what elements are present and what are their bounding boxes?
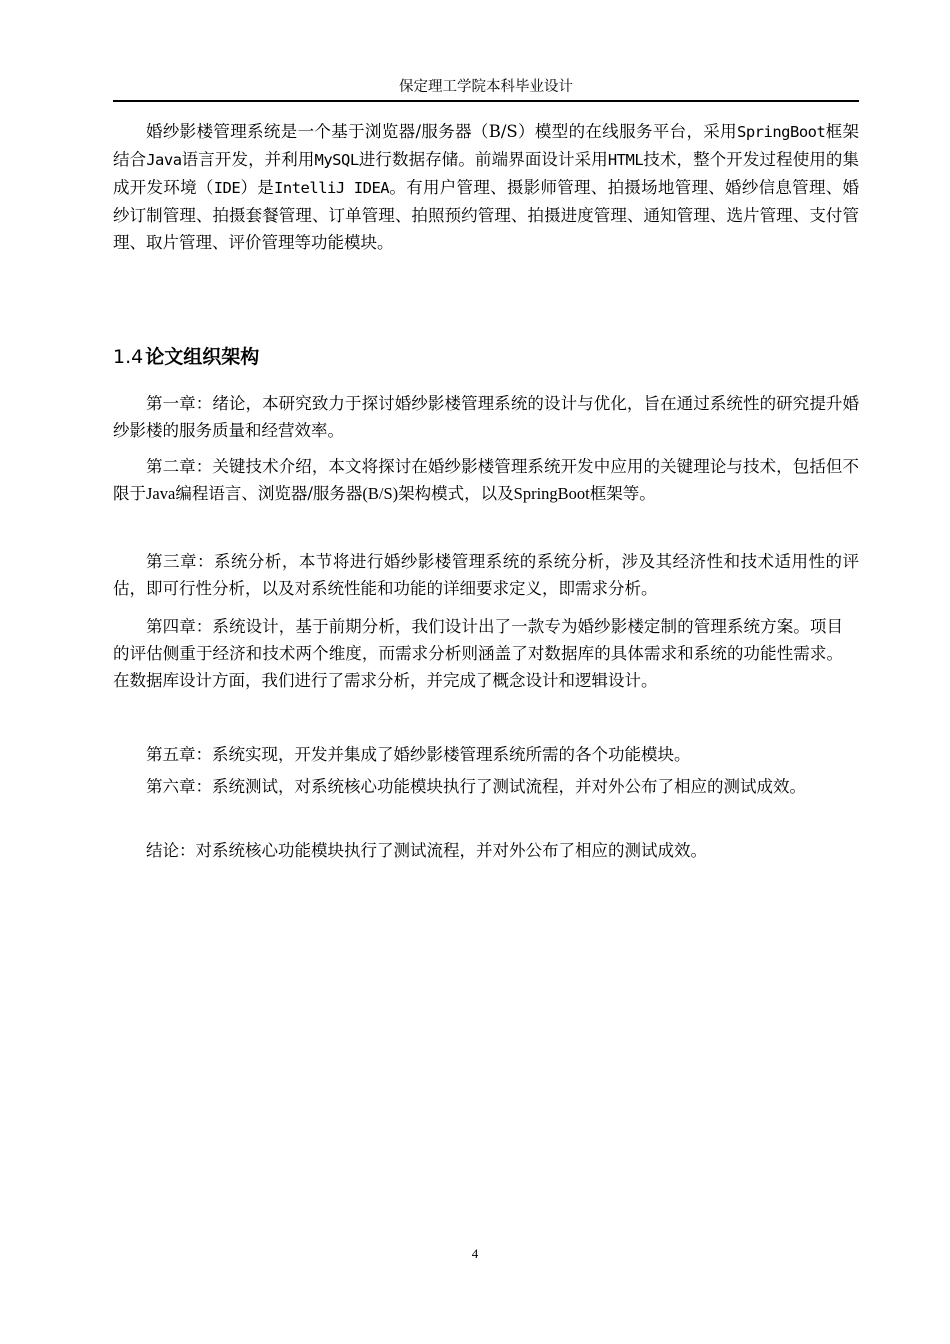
chapter-4-paragraph: 第四章：系统设计，基于前期分析，我们设计出了一款专为婚纱影楼定制的管理系统方案。项目的评估侧重于经济和技术两个维度，而需求分析则涵盖了对数据库的具体需求和系统的功能性需求。在数据库设计方面，我们进行了需求分析，并完成了概念设计和逻辑设计。 [113, 617, 843, 690]
chapter-3-paragraph: 第三章：系统分析，本节将进行婚纱影楼管理系统的系统分析，涉及其经济性和技术适用性的评估，即可行性分析，以及对系统性能和功能的详细要求定义，即需求分析。 [113, 552, 859, 598]
section-heading [113, 342, 259, 372]
chapter-2-term-springboot: SpringBoot [513, 484, 590, 503]
intro-term-intellij: IntelliJ IDEA [274, 179, 390, 197]
page-header [113, 76, 859, 102]
chapter-2-paragraph [113, 453, 859, 507]
chapter-6-paragraph: 第六章：系统测试，对系统核心功能模块执行了测试流程，并对外公布了相应的测试成效。 [146, 777, 806, 796]
conclusion-paragraph: 结论：对系统核心功能模块执行了测试流程，并对外公布了相应的测试成效。 [146, 841, 707, 860]
section-title: 论文组织架构 [145, 346, 260, 368]
intro-paragraph [113, 118, 859, 256]
header-title: 保定理工学院本科毕业设计 [399, 79, 573, 95]
chapter-2-term-java: Java [146, 484, 176, 503]
intro-text-5: 技术，整个开发过程使用的集成开发环境（ [113, 150, 860, 197]
chapter-5-paragraph: 第五章：系统实现，开发并集成了婚纱影楼管理系统所需的各个功能模块。 [146, 745, 691, 764]
chapter-2-term-bs: (B/S) [362, 484, 399, 503]
intro-term-java: Java [146, 151, 182, 169]
page-number: 4 [471, 1246, 479, 1261]
section-number: 1.4 [113, 346, 144, 368]
intro-term-mysql: MySQL [314, 151, 359, 169]
intro-term-springboot: SpringBoot [737, 123, 826, 141]
chapter-1-paragraph: 第一章：绪论，本研究致力于探讨婚纱影楼管理系统的设计与优化，旨在通过系统性的研究提升婚纱影楼的服务质量和经营效率。 [113, 394, 859, 440]
chapter-2-text-3: 架构模式，以及 [398, 484, 514, 503]
intro-text-3: 语言开发，并利用 [181, 150, 315, 169]
intro-text-2: 框架结合 [113, 122, 860, 169]
chapter-2-text-2: 编程语言、浏览器/服务器 [175, 484, 363, 503]
intro-text-7: 。有用户管理、摄影师管理、拍摄场地管理、婚纱信息管理、婚纱订制管理、拍摄套餐管理、订单管理、拍照预约管理、拍摄进度管理、通知管理、选片管理、支付管理、取片管理、评价管理等功能模块。 [113, 178, 860, 252]
intro-text-4: 进行数据存储。前端界面设计采用 [358, 150, 608, 169]
intro-term-ide: IDE [213, 179, 241, 197]
intro-text-6: ）是 [240, 178, 275, 197]
chapter-2-text-1: 第二章：关键技术介绍，本文将探讨在婚纱影楼管理系统开发中应用的关键理论与技术，包括但不限于 [113, 457, 859, 503]
chapter-2-text-4: 框架等。 [589, 484, 656, 503]
intro-text-1: 婚纱影楼管理系统是一个基于浏览器/服务器（B/S）模型的在线服务平台，采用 [146, 122, 737, 141]
intro-term-html: HTML [607, 151, 644, 169]
